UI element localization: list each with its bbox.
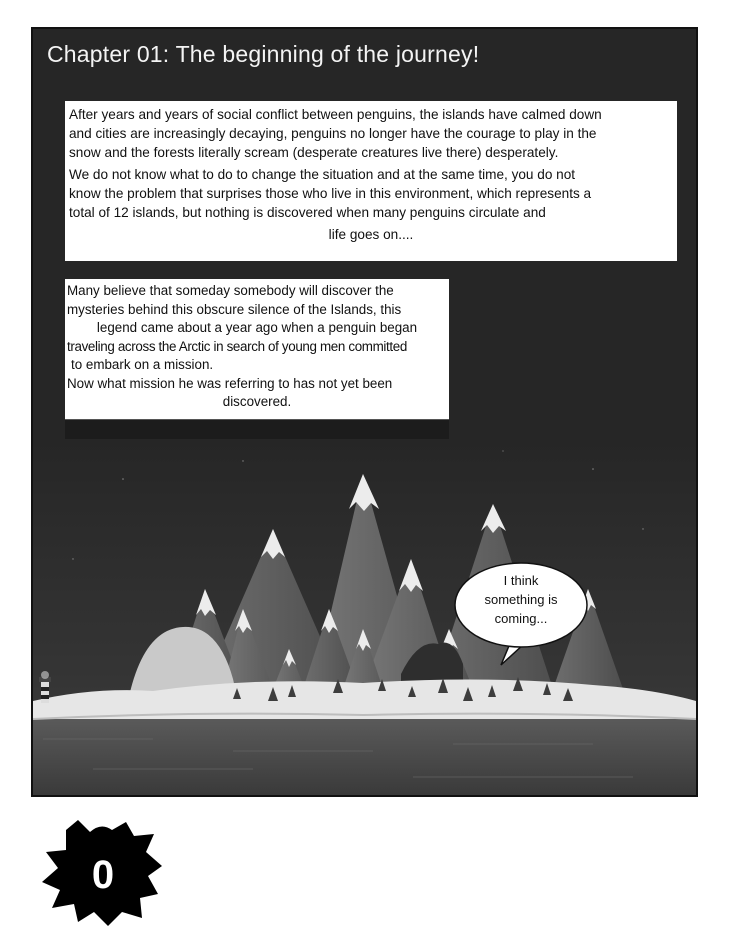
narration-paragraph-1 (69, 105, 673, 162)
bubble-line: coming... (494, 611, 548, 626)
narration-box-middle (65, 279, 449, 419)
narration-line: and cities are increasingly decaying, penguins no longer have the courage to play in the (69, 126, 597, 141)
chapter-title: Chapter 01: The beginning of the journey! (47, 41, 480, 67)
narration-line: Now what mission he was referring to has not yet been (67, 375, 393, 391)
narration-line: total of 12 islands, but nothing is discovered when many penguins circulate and (69, 205, 546, 220)
narration-line: discovered. (222, 394, 292, 409)
narration-line: legend came about a year ago when a penguin began (96, 320, 418, 335)
narration-line: know the problem that surprises those who live in this environment, which represents a (69, 186, 592, 201)
comic-panel (31, 27, 698, 797)
bubble-line: I think (503, 573, 539, 588)
bubble-line: something is (484, 592, 558, 607)
narration-paragraph-2 (69, 165, 673, 222)
narration-line: mysteries behind this obscure silence of the Islands, this (67, 301, 402, 317)
sea (33, 719, 696, 795)
island-scene (33, 439, 696, 795)
page-number: 0 (91, 853, 115, 897)
narration-line: traveling across the Arctic in search of young men committed (67, 338, 407, 354)
narration-box-top (65, 101, 677, 261)
narration-line: snow and the forests literally scream (desperate creatures live there) desperately. (69, 145, 559, 160)
narration-line: to embark on a mission. (71, 357, 214, 372)
page-number-badge (38, 818, 164, 928)
narration-paragraph-2-end: life goes on.... (328, 227, 414, 242)
narration-line: After years and years of social conflict between penguins, the islands have calmed down (69, 107, 602, 122)
narration-line: We do not know what to do to change the situation and at the same time, you do not (69, 167, 576, 182)
narration-line: Many believe that someday somebody will discover the (67, 283, 394, 298)
